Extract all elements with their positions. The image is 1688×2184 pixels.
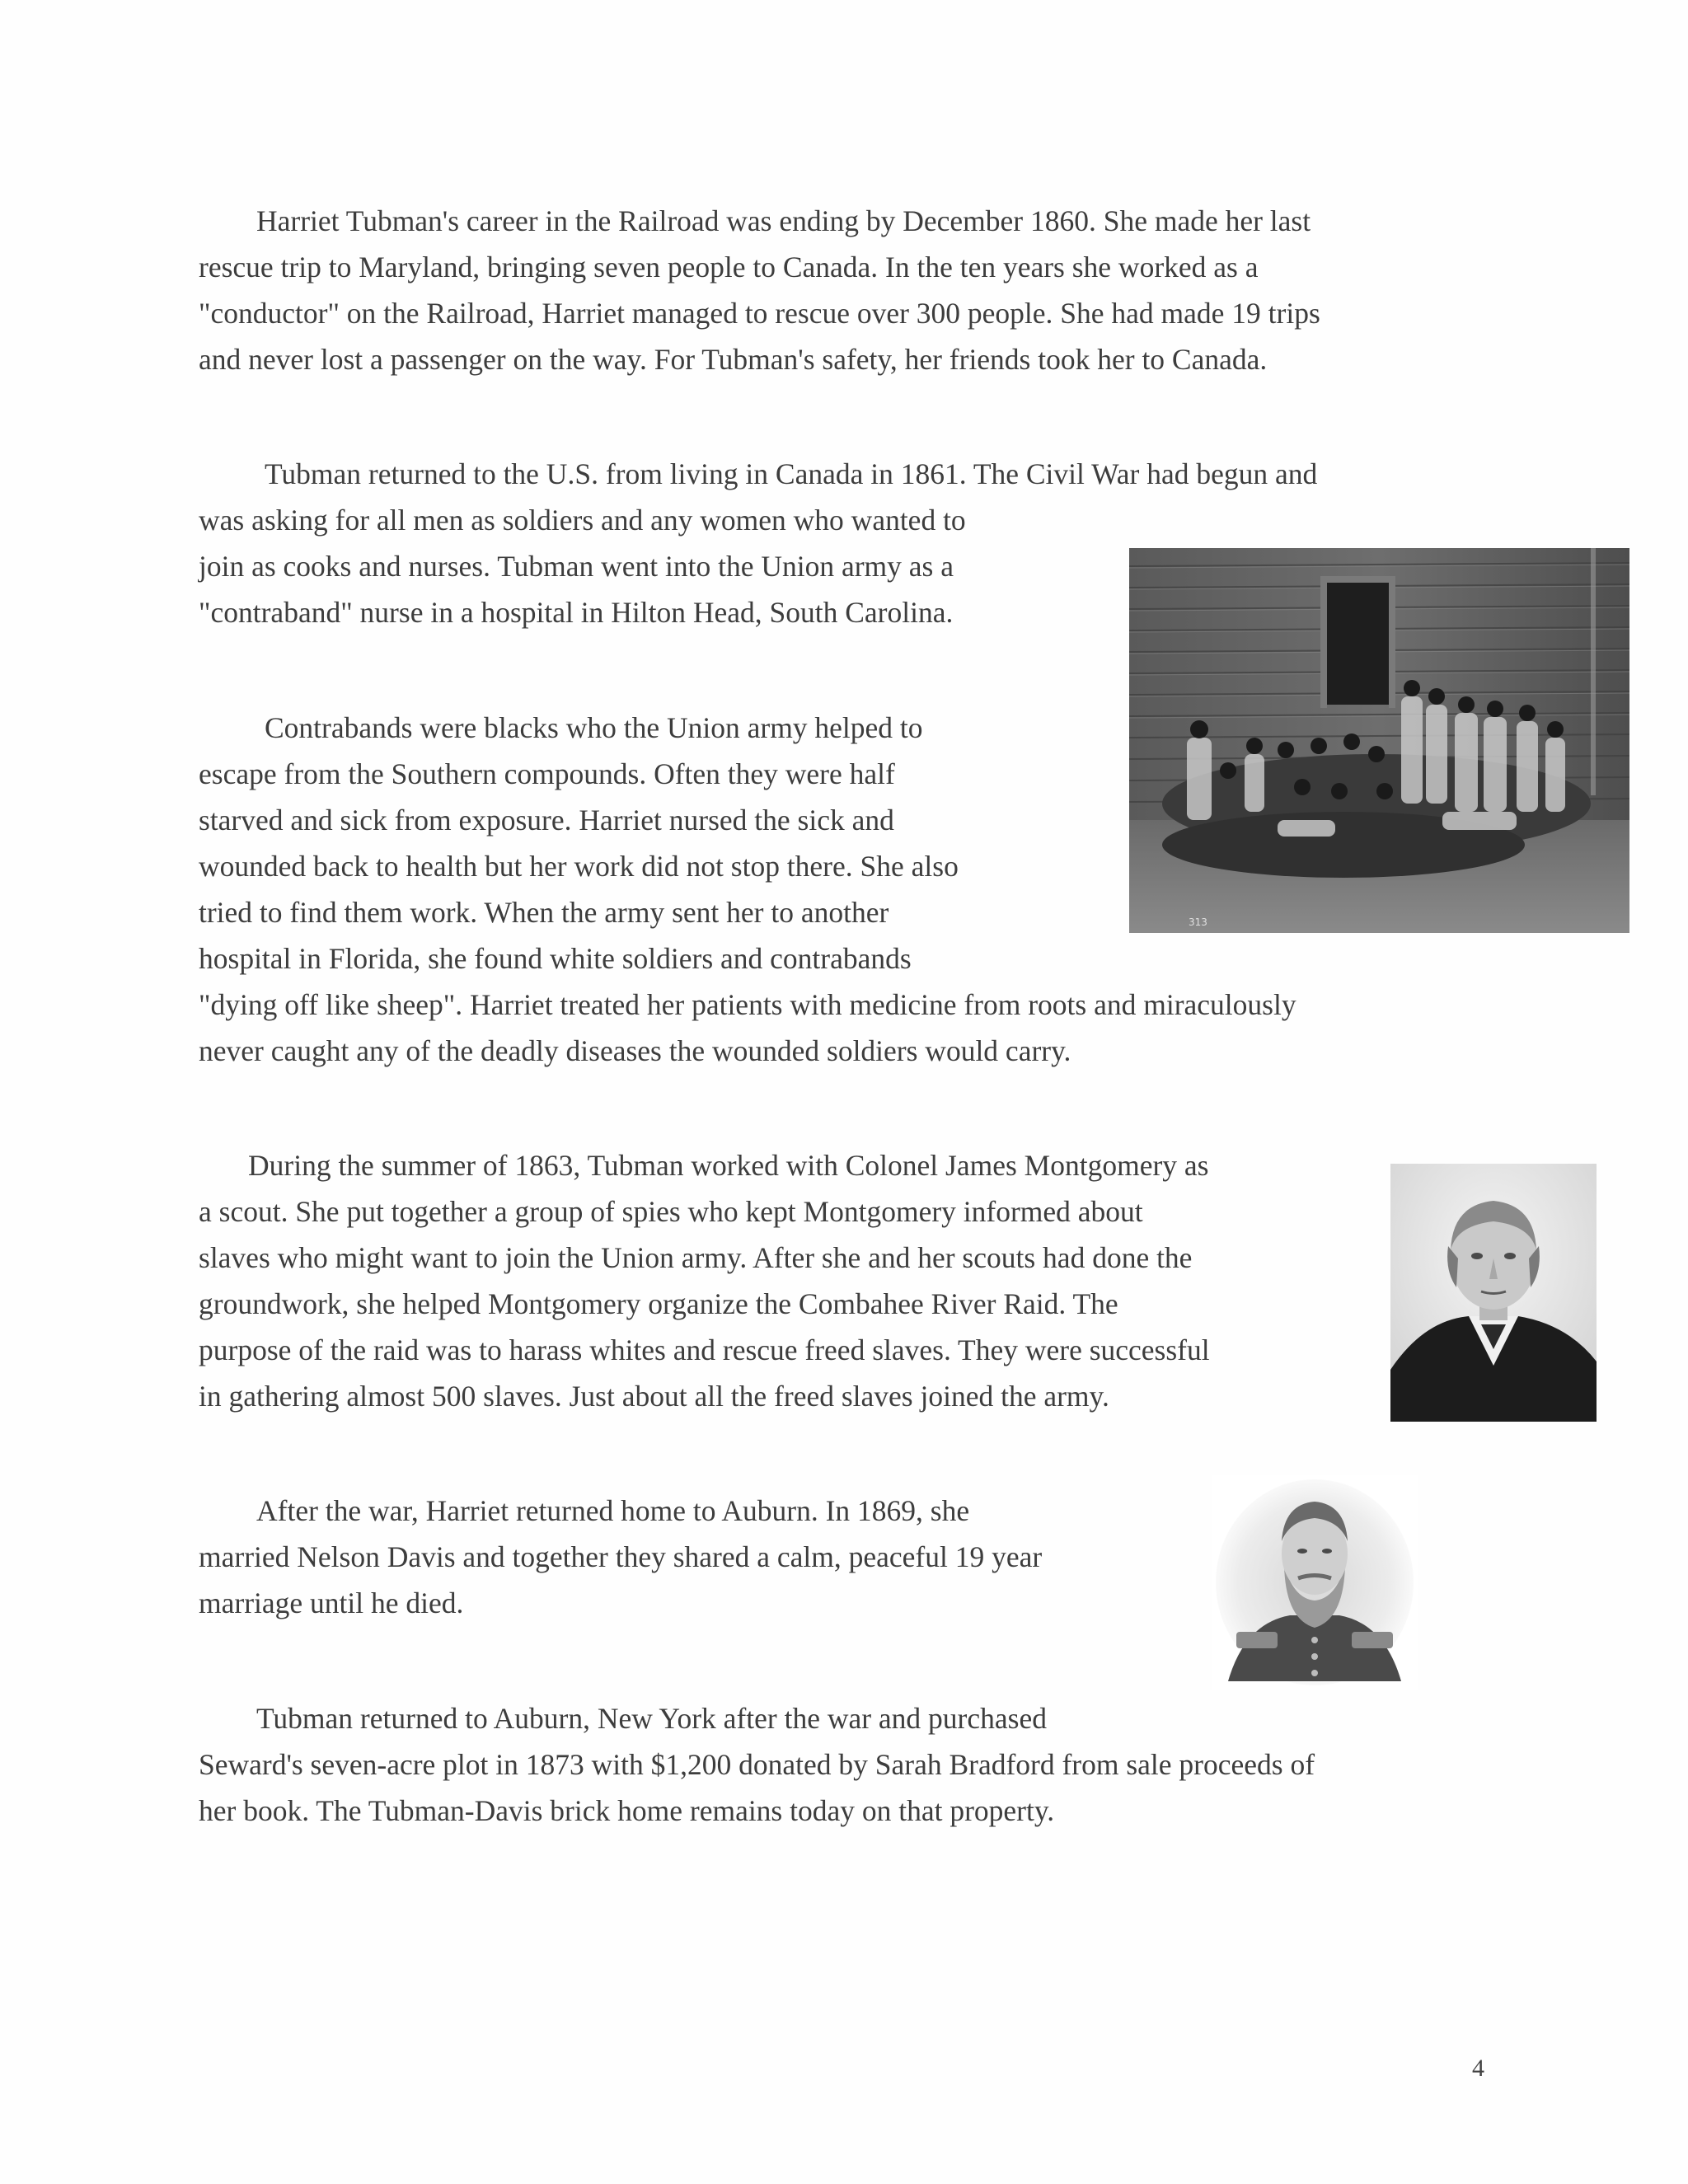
- engraved-officer-portrait: [1212, 1475, 1418, 1690]
- text-line: and never lost a passenger on the way. For Tubman's safety, her friends took her to Canada.: [199, 343, 1268, 376]
- text-line: After the war, Harriet returned home to Auburn. In 1869, she: [256, 1494, 970, 1527]
- text-line: Seward's seven-acre plot in 1873 with $1,200 donated by Sarah Bradford from sale proceeds of: [199, 1748, 1315, 1781]
- text-line: slaves who might want to join the Union army. After she and her scouts had done the: [199, 1241, 1193, 1274]
- text-line: groundwork, she helped Montgomery organize the Combahee River Raid. The: [199, 1287, 1118, 1320]
- photo-stamp-text: 313: [1189, 916, 1207, 928]
- text-line: purpose of the raid was to harass whites and rescue freed slaves. They were successful: [199, 1333, 1210, 1366]
- text-line: starved and sick from exposure. Harriet nursed the sick and: [199, 804, 894, 837]
- text-line: rescue trip to Maryland, bringing seven people to Canada. In the ten years she worked as a: [199, 251, 1259, 284]
- text-line: was asking for all men as soldiers and any women who wanted to: [199, 504, 966, 537]
- text-line: in gathering almost 500 slaves. Just about all the freed slaves joined the army.: [199, 1380, 1109, 1413]
- text-line: Tubman returned to Auburn, New York after the war and purchased: [256, 1702, 1047, 1735]
- text-line: tried to find them work. When the army sent her to another: [199, 896, 889, 929]
- text-line: Harriet Tubman's career in the Railroad was ending by December 1860. She made her last: [256, 204, 1311, 237]
- text-line: hospital in Florida, she found white soldiers and contrabands: [199, 942, 912, 975]
- text-line: "contraband" nurse in a hospital in Hilton Head, South Carolina.: [199, 596, 954, 629]
- text-line: "conductor" on the Railroad, Harriet managed to rescue over 300 people. She had made 19 trips: [199, 297, 1320, 330]
- text-line: wounded back to health but her work did not stop there. She also: [199, 850, 959, 883]
- montgomery-portrait: [1390, 1164, 1597, 1422]
- text-line: married Nelson Davis and together they shared a calm, peaceful 19 year: [199, 1540, 1043, 1573]
- text-line: never caught any of the deadly diseases the wounded soldiers would carry.: [199, 1034, 1071, 1067]
- text-line: Tubman returned to the U.S. from living in Canada in 1861. The Civil War had begun and: [265, 457, 1318, 490]
- contrabands-group-photo: [1129, 548, 1629, 933]
- text-line: "dying off like sheep". Harriet treated her patients with medicine from roots and miraculously: [199, 988, 1296, 1021]
- text-line: a scout. She put together a group of spies who kept Montgomery informed about: [199, 1195, 1143, 1228]
- text-line: Contrabands were blacks who the Union army helped to: [265, 711, 923, 744]
- text-line: marriage until he died.: [199, 1586, 464, 1619]
- text-line: During the summer of 1863, Tubman worked with Colonel James Montgomery as: [248, 1149, 1209, 1182]
- text-line: join as cooks and nurses. Tubman went into the Union army as a: [199, 550, 954, 583]
- text-line: escape from the Southern compounds. Often they were half: [199, 757, 895, 790]
- text-line: her book. The Tubman-Davis brick home remains today on that property.: [199, 1794, 1055, 1827]
- page-number: 4: [1472, 2055, 1484, 2082]
